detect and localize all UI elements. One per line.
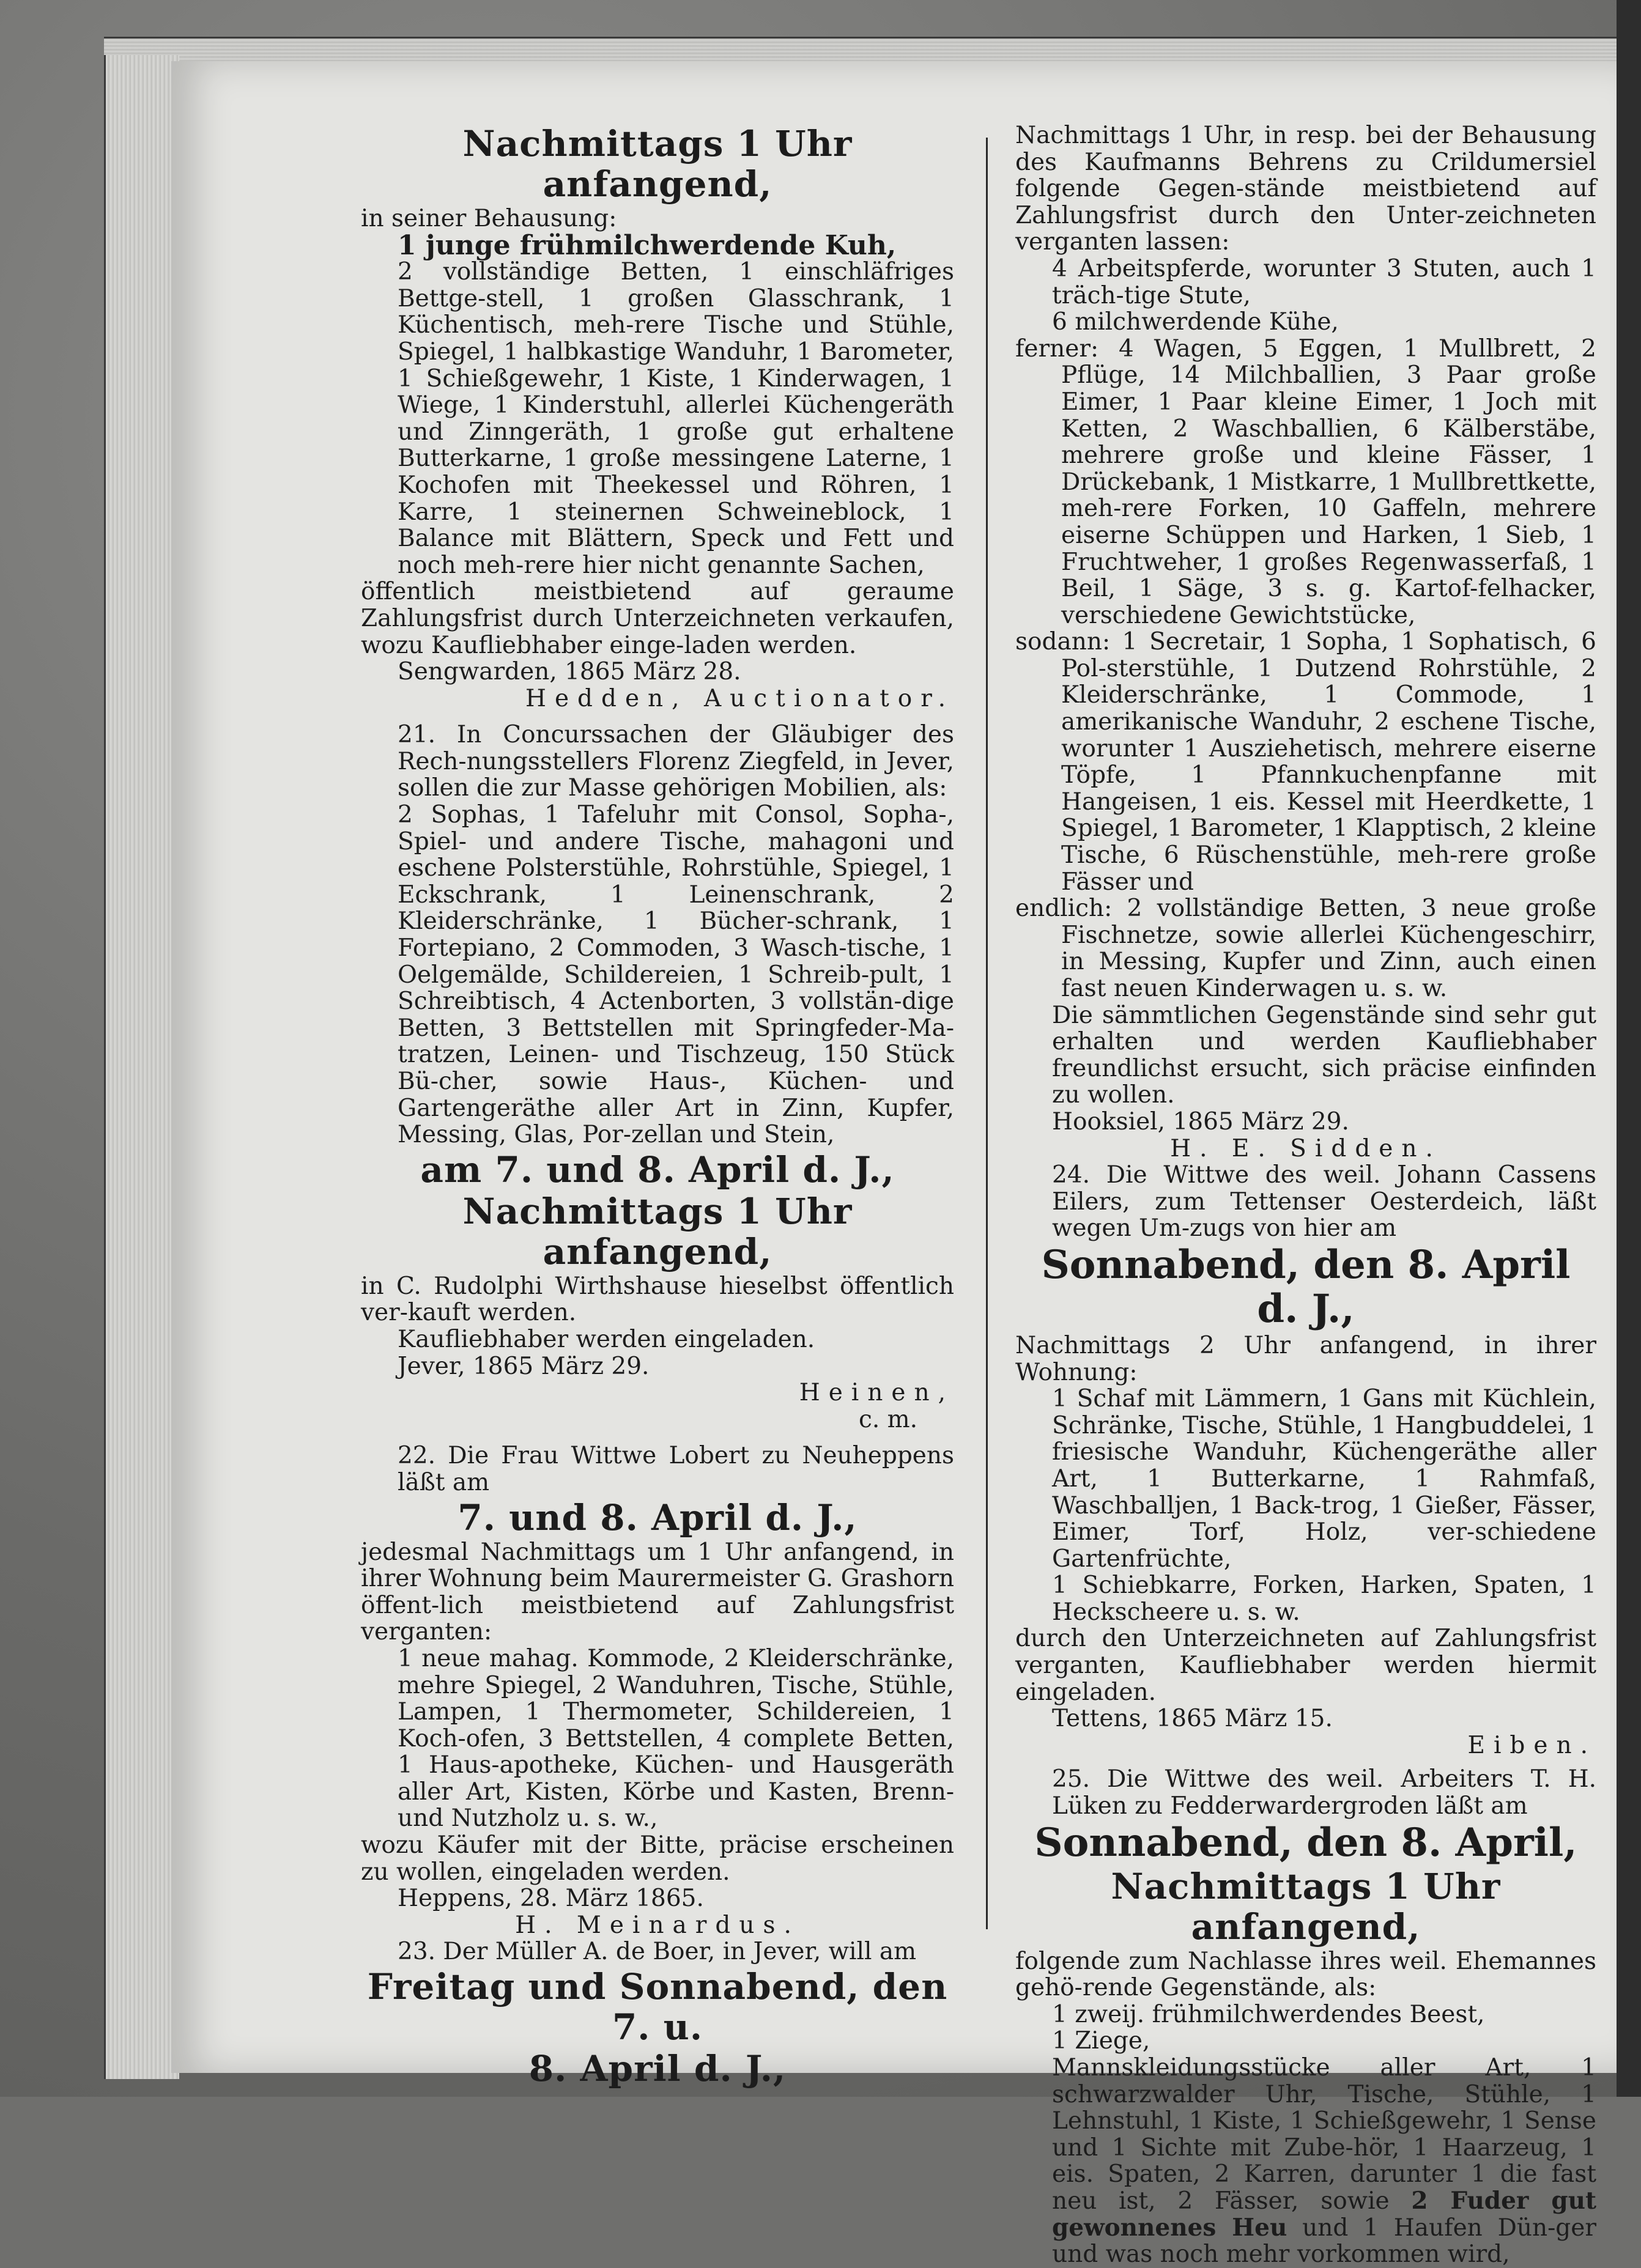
book-page-edges — [104, 55, 179, 2079]
scan-right-border — [1617, 0, 1641, 2097]
signature: Hedden, Auctionator. — [525, 684, 954, 712]
item-list: 2 Sophas, 1 Tafeluhr mit Consol, Sopha-, Spiel- und andere Tische, mahagoni und eschene Polsterstühle, Rohrstühle, Spiegel, 1 Eckschrank, 1 Leinenschrank, 2 Kleiderschränke, 1 Bücher-schrank, 1 Fortepiano, 2 Commoden, 3 Wasch-tische, 1 Oelgemälde, Schildereien, 1 Schreib-pult, 1 Schreibtisch, 4 Actenborten, 3 vollstän-dige Betten, 3 Bettstellen mit Springfeder-Ma-tratzen, Leinen- und Tischzeug, 150 Stück Bü-cher, sowie Haus-, Küchen- und Gartengeräthe aller Art in Zinn, Kupfer, Messing, Glas, Por-zellan und Stein, — [398, 801, 954, 1149]
item-list: 2 vollständige Betten, 1 einschläfriges Bettge-stell, 1 großen Glasschrank, 1 Küchentisch, meh-rere Tische und Stühle, Spiegel, 1 halbkastige Wanduhr, 1 Barometer, 1 Schießgewehr, 1 Kiste, 1 Kinderwagen, 1 Wiege, 1 Kinderstuhl, allerlei Küchengeräth und Zinngeräth, 1 große gut erhaltene Butterkarne, 1 große messingene Laterne, 1 Kochofen mit Theekessel und Röhren, 1 Karre, 1 steinernen Schweineblock, 1 Balance mit Blättern, Speck und Fett und noch meh-rere hier nicht genannte Sachen, — [398, 258, 954, 579]
item-kuh: 1 junge frühmilchwerdende Kuh, — [398, 229, 897, 261]
notice-25: 25. Die Wittwe des weil. Arbeiters T. H. Lüken zu Fedderwardergroden läßt am — [1052, 1765, 1596, 1820]
text: öffentlich meistbietend auf geraume Zahlungsfrist durch Unterzeichneten verkaufen, wozu Kaufliebhaber einge-laden werden. — [361, 578, 954, 659]
right-column — [1015, 122, 1596, 2268]
signature: H. E. Sidden. — [1170, 1134, 1442, 1162]
text: durch den Unterzeichneten auf Zahlungsfrist verganten, Kaufliebhaber werden hiermit eingeladen. — [1015, 1625, 1596, 1706]
item-list: 4 Arbeitspferde, worunter 3 Stuten, auch 1 träch-tige Stute, — [1052, 254, 1596, 309]
item-list: 1 zweij. frühmilchwerdendes Beest, — [1052, 2000, 1485, 2028]
signature: Eiben. — [1467, 1731, 1596, 1759]
heading-date: 8. April d. J., — [528, 2048, 787, 2090]
place-date: Hooksiel, 1865 März 29. — [1052, 1107, 1349, 1136]
text: Die sämmtlichen Gegenstände sind sehr gut erhalten und werden Kaufliebhaber freundlichst ersucht, sich präcise einfinden zu wollen. — [1052, 1001, 1596, 1109]
item-list: ferner: 4 Wagen, 5 Eggen, 1 Mullbrett, 2 Pflüge, 14 Milchballien, 3 Paar große Eimer, 1 Paar kleine Eimer, 1 Joch mit Ketten, 2 Waschballien, 6 Kälberstäbe, mehrere große und kleine Fässer, 1 Drückebank, 1 Mistkarre, 1 Mullbrettkette, meh-rere Forken, 10 Gaffeln, mehrere eiserne Schüppen und Harken, 1 Sieb, 1 Fruchtweher, 1 großes Regenwasserfaß, 1 Beil, 1 Säge, 3 s. g. Kartof-felhacker, verschiedene Gewichtstücke, — [1015, 334, 1596, 629]
item-heu: 2 Fuder gut gewonnenes Heu — [1052, 2186, 1596, 2242]
notice-24: 24. Die Wittwe des weil. Johann Cassens Eilers, zum Tettenser Oesterdeich, läßt wegen Um-zugs von hier am — [1052, 1161, 1596, 1243]
heading-date: am 7. und 8. April d. J., — [420, 1148, 895, 1191]
text: Nachmittags 2 Uhr anfangend, in ihrer Wohnung: — [1015, 1331, 1596, 1386]
item-list: 6 milchwerdende Kühe, — [1052, 308, 1339, 336]
signature-suffix: c. m. — [858, 1405, 917, 1433]
place-date: Heppens, 28. März 1865. — [398, 1885, 704, 1913]
notice-21: 21. In Concurssachen der Gläubiger des Rech-nungsstellers Florenz Ziegfeld, in Jever, sollen die zur Masse gehörigen Mobilien, als: — [398, 721, 954, 802]
signature: Heinen, — [799, 1379, 954, 1407]
text: folgende zum Nachlasse ihres weil. Ehemannes gehö-rende Gegenstände, als: — [1015, 1947, 1596, 2002]
heading-date: Sonnabend, den 8. April d. J., — [1041, 1241, 1571, 1332]
item-list: 1 Ziege, — [1052, 2027, 1150, 2055]
text: wozu Käufer mit der Bitte, präcise erscheinen zu wollen, eingeladen werden. — [361, 1831, 954, 1886]
heading-date: Freitag und Sonnabend, den 7. u. — [367, 1966, 948, 2048]
item-text: und 1 Haufen Dün-ger und was noch mehr vorkommen wird, — [1052, 2214, 1596, 2268]
item-text: Mannskleidungsstücke aller Art, 1 schwarzwalder Uhr, Tische, Stühle, 1 Lehnstuhl, 1 Kiste, 1 Schießgewehr, 1 Sense und 1 Sichte mit Zube-hör, 1 Haarzeug, 1 eis. Spaten, 2 Karren, darunter 1 die fast neu ist, 2 Fässer, sowie — [1052, 2054, 1596, 2215]
notice-22: 22. Die Frau Wittwe Lobert zu Neuheppens läßt am — [398, 1442, 954, 1496]
left-column — [361, 122, 954, 2090]
item-list: 1 neue mahag. Kommode, 2 Kleiderschränke, mehre Spiegel, 2 Wanduhren, Tische, Stühle, Lampen, 1 Thermometer, Schildereien, 1 Koch-ofen, 3 Bettstellen, 4 complete Betten, 1 Haus-apotheke, Küchen- und Hausgeräth aller Art, Kisten, Körbe und Kasten, Brenn- und Nutzholz u. s. w., — [398, 1644, 954, 1833]
heading-nachmittags: Nachmittags 1 Uhr anfangend, — [462, 1190, 853, 1273]
notice-23: 23. Der Müller A. de Boer, in Jever, will am — [398, 1938, 917, 1966]
column-divider — [986, 138, 988, 1929]
place-date: Jever, 1865 März 29. — [398, 1352, 650, 1380]
item-list: sodann: 1 Secretair, 1 Sopha, 1 Sophatisch, 6 Pol-sterstühle, 1 Dutzend Rohrstühle, 2 Kleiderschränke, 1 Commode, 1 amerikanische Wanduhr, 2 eschene Tische, worunter 1 Ausziehetisch, mehrere eiserne Töpfe, 1 Pfannkuchenpfanne mit Hangeisen, 1 eis. Kessel mit Heerdkette, 1 Spiegel, 1 Barometer, 1 Klapptisch, 2 kleine Tische, 6 Rüschenstühle, meh-rere große Fässer und — [1015, 628, 1596, 896]
item-list: 1 Schaf mit Lämmern, 1 Gans mit Küchlein, Schränke, Tische, Stühle, 1 Hangbuddelei, 1 friesische Wanduhr, Küchengeräthe aller Art, 1 Butterkarne, 1 Rahmfaß, Waschballjen, 1 Back-trog, 1 Gießer, Fässer, Eimer, Torf, Holz, ver-schiedene Gartenfrüchte, — [1052, 1385, 1596, 1573]
item-list: 1 Schiebkarre, Forken, Harken, Spaten, 1 Heckscheere u. s. w. — [1052, 1572, 1596, 1626]
heading-nachmittags: Nachmittags 1 Uhr anfangend, — [1111, 1865, 1501, 1948]
text: jedesmal Nachmittags um 1 Uhr anfangend, in ihrer Wohnung beim Maurermeister G. Grashorn öffent-lich meistbietend auf Zahlungsfrist verganten: — [361, 1538, 954, 1646]
place-date: Sengwarden, 1865 März 28. — [398, 658, 741, 686]
heading-nachmittags: Nachmittags 1 Uhr anfangend, — [462, 123, 853, 205]
heading-date: 7. und 8. April d. J., — [457, 1496, 858, 1538]
text: in seiner Behausung: — [361, 205, 617, 232]
item-list: endlich: 2 vollständige Betten, 3 neue große Fischnetze, sowie allerlei Küchengeschirr, in Messing, Kupfer und Zinn, auch einen fast neuen Kinderwagen u. s. w. — [1015, 895, 1596, 1002]
item-list — [1015, 2055, 1596, 2268]
place-date: Tettens, 1865 März 15. — [1052, 1705, 1333, 1733]
text: Nachmittags 1 Uhr, in resp. bei der Behausung des Kaufmanns Behrens zu Crildumersiel folgende Gegen-stände meistbietend auf Zahlungsfrist durch den Unter-zeichneten verganten lassen: — [1015, 122, 1596, 256]
heading-date: Sonnabend, den 8. April, — [1034, 1819, 1577, 1866]
signature: H. Meinardus. — [515, 1911, 800, 1939]
text: in C. Rudolphi Wirthshause hieselbst öffentlich ver-kauft werden. — [361, 1272, 954, 1327]
text: Kaufliebhaber werden eingeladen. — [398, 1325, 815, 1353]
